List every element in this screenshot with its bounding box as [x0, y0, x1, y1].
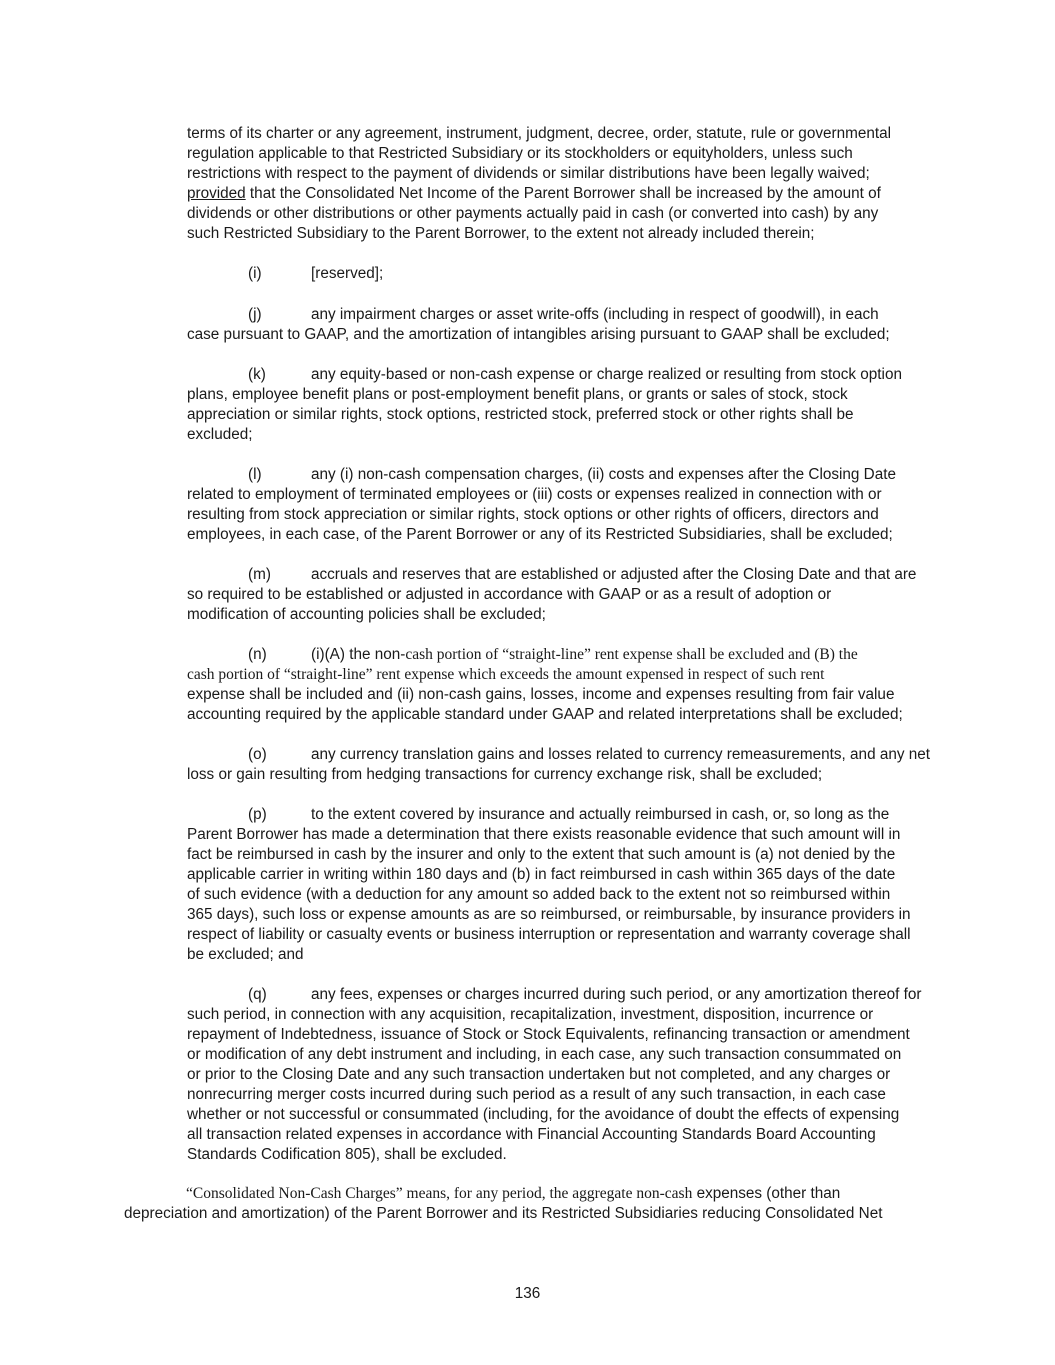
definition-term-serif: “Consolidated Non-Cash Charges” means, for any period, the aggregate non-cash: [186, 1185, 693, 1202]
clause-o: [187, 745, 932, 785]
clause-first-line: any currency translation gains and losses related to currency remeasurements, and any net: [311, 746, 931, 763]
clause-continuation: loss or gain resulting from hedging transactions for currency exchange risk, shall be excluded;: [187, 766, 823, 783]
clause-p: [187, 805, 932, 965]
clause-first-line: [reserved];: [311, 265, 384, 282]
definition-consolidated-non-cash-charges: [124, 1184, 914, 1224]
clause-label: (j): [248, 306, 262, 323]
continuation-text-before: terms of its charter or any agreement, instrument, judgment, decree, order, statute, rule or governmental regulation applicable to that Restricted Subsidiary or its stockholders or equityholders, unless such restrictions with respect to the payment of dividends or similar distributions have been legally waived;: [187, 125, 891, 182]
clause-label: (q): [248, 986, 267, 1003]
clause-q: [187, 985, 932, 1165]
definition-second-line: depreciation and amortization) of the Parent Borrower and its Restricted Subsidiaries reducing Consolidated Net: [124, 1205, 883, 1222]
clause-m: [187, 565, 932, 625]
clause-first-line: any impairment charges or asset write-offs (including in respect of goodwill), in each: [311, 306, 879, 323]
clause-first-line: to the extent covered by insurance and actually reimbursed in cash, or, so long as the: [311, 806, 890, 823]
clause-continuation: so required to be established or adjusted in accordance with GAAP or as a result of adoption or modification of accounting policies shall be excluded;: [187, 586, 832, 623]
definition-first-line-sans: expenses (other than: [692, 1185, 841, 1202]
provided-term: provided: [187, 185, 246, 202]
clause-label: (l): [248, 466, 262, 483]
clause-label: (p): [248, 806, 267, 823]
clause-label: (o): [248, 746, 267, 763]
clause-continuation: Parent Borrower has made a determination that there exists reasonable evidence that such amount will in fact be reimbursed in cash by the insurer and only to the extent that such amount is (a) not denied by the applicable carrier in writing within 180 days and (b) in fact reimbursed in cash within 365 days of the date of such evidence (with a deduction for any amount so added back to the extent not so reimbursed within 365 days), such loss or expense amounts as are so reimbursed, or reimbursable, by insurance providers in respect of liability or casualty events or business interruption or representation and warranty coverage shall be excluded; and: [187, 826, 911, 963]
clause-j: [187, 305, 932, 345]
definition-first-line: [124, 1184, 914, 1204]
clause-first-line: [311, 645, 858, 665]
clause-continuation: plans, employee benefit plans or post-employment benefit plans, or grants or sales of stock, stock appreciation or similar rights, stock options, restricted stock, preferred stock or other rights shall be excluded;: [187, 386, 854, 443]
clause-first-line: any fees, expenses or charges incurred during such period, or any amortization thereof for: [311, 986, 922, 1003]
clause-n: [187, 645, 932, 725]
clause-second-line-serif: cash portion of “straight-line” rent expense which exceeds the amount expensed in respect of such rent: [187, 666, 825, 683]
clause-continuation: expense shall be included and (ii) non-cash gains, losses, income and expenses resulting from fair value accounting required by the applicable standard under GAAP and related interpretations shall be excluded;: [187, 686, 903, 723]
clause-continuation: related to employment of terminated employees or (iii) costs or expenses realized in connection with or resulting from stock appreciation or similar rights, stock options or other rights of officers, directors and employees, in each case, of the Parent Borrower or any of its Restricted Subsidiaries, shall be excluded;: [187, 486, 893, 543]
page-number: 136: [514, 1285, 541, 1302]
clause-l: [187, 465, 932, 545]
clause-i: [187, 264, 932, 284]
clause-first-line-serif: cash portion of “straight-line” rent expense shall be excluded and (B) the: [405, 646, 858, 663]
continuation-text-after: that the Consolidated Net Income of the Parent Borrower shall be increased by the amount of dividends or other distributions or other payments actually paid in cash (or converted into cash) by any such Restricted Subsidiary to the Parent Borrower, to the extent not already included therein;: [187, 185, 881, 242]
clause-label: (k): [248, 366, 266, 383]
clause-label: (n): [248, 646, 267, 663]
clause-label: (m): [248, 566, 271, 583]
clause-k: [187, 365, 932, 445]
continuation-paragraph: [187, 124, 932, 244]
clause-first-line-sans: (i)(A) the non-: [311, 646, 406, 663]
clause-label: (i): [248, 265, 262, 282]
clause-continuation: such period, in connection with any acquisition, recapitalization, investment, disposition, incurrence or repayment of Indebtedness, issuance of Stock or Stock Equivalents, refinancing transaction or amendment or modification of any debt instrument and including, in each case, any such transaction consummated on or prior to the Closing Date and any such transaction undertaken but not completed, and any charges or nonrecurring merger costs incurred during such period as a result of any such transaction, in each case whether or not successful or consummated (including, for the avoidance of doubt the effects of expensing all transaction related expenses in accordance with Financial Accounting Standards Board Accounting Standards Codification 805), shall be excluded.: [187, 1006, 910, 1163]
clause-first-line: any (i) non-cash compensation charges, (ii) costs and expenses after the Closing Date: [311, 466, 896, 483]
clause-continuation: case pursuant to GAAP, and the amortization of intangibles arising pursuant to GAAP shall be excluded;: [187, 326, 890, 343]
clause-first-line: any equity-based or non-cash expense or charge realized or resulting from stock option: [311, 366, 902, 383]
clause-first-line: accruals and reserves that are established or adjusted after the Closing Date and that are: [311, 566, 917, 583]
